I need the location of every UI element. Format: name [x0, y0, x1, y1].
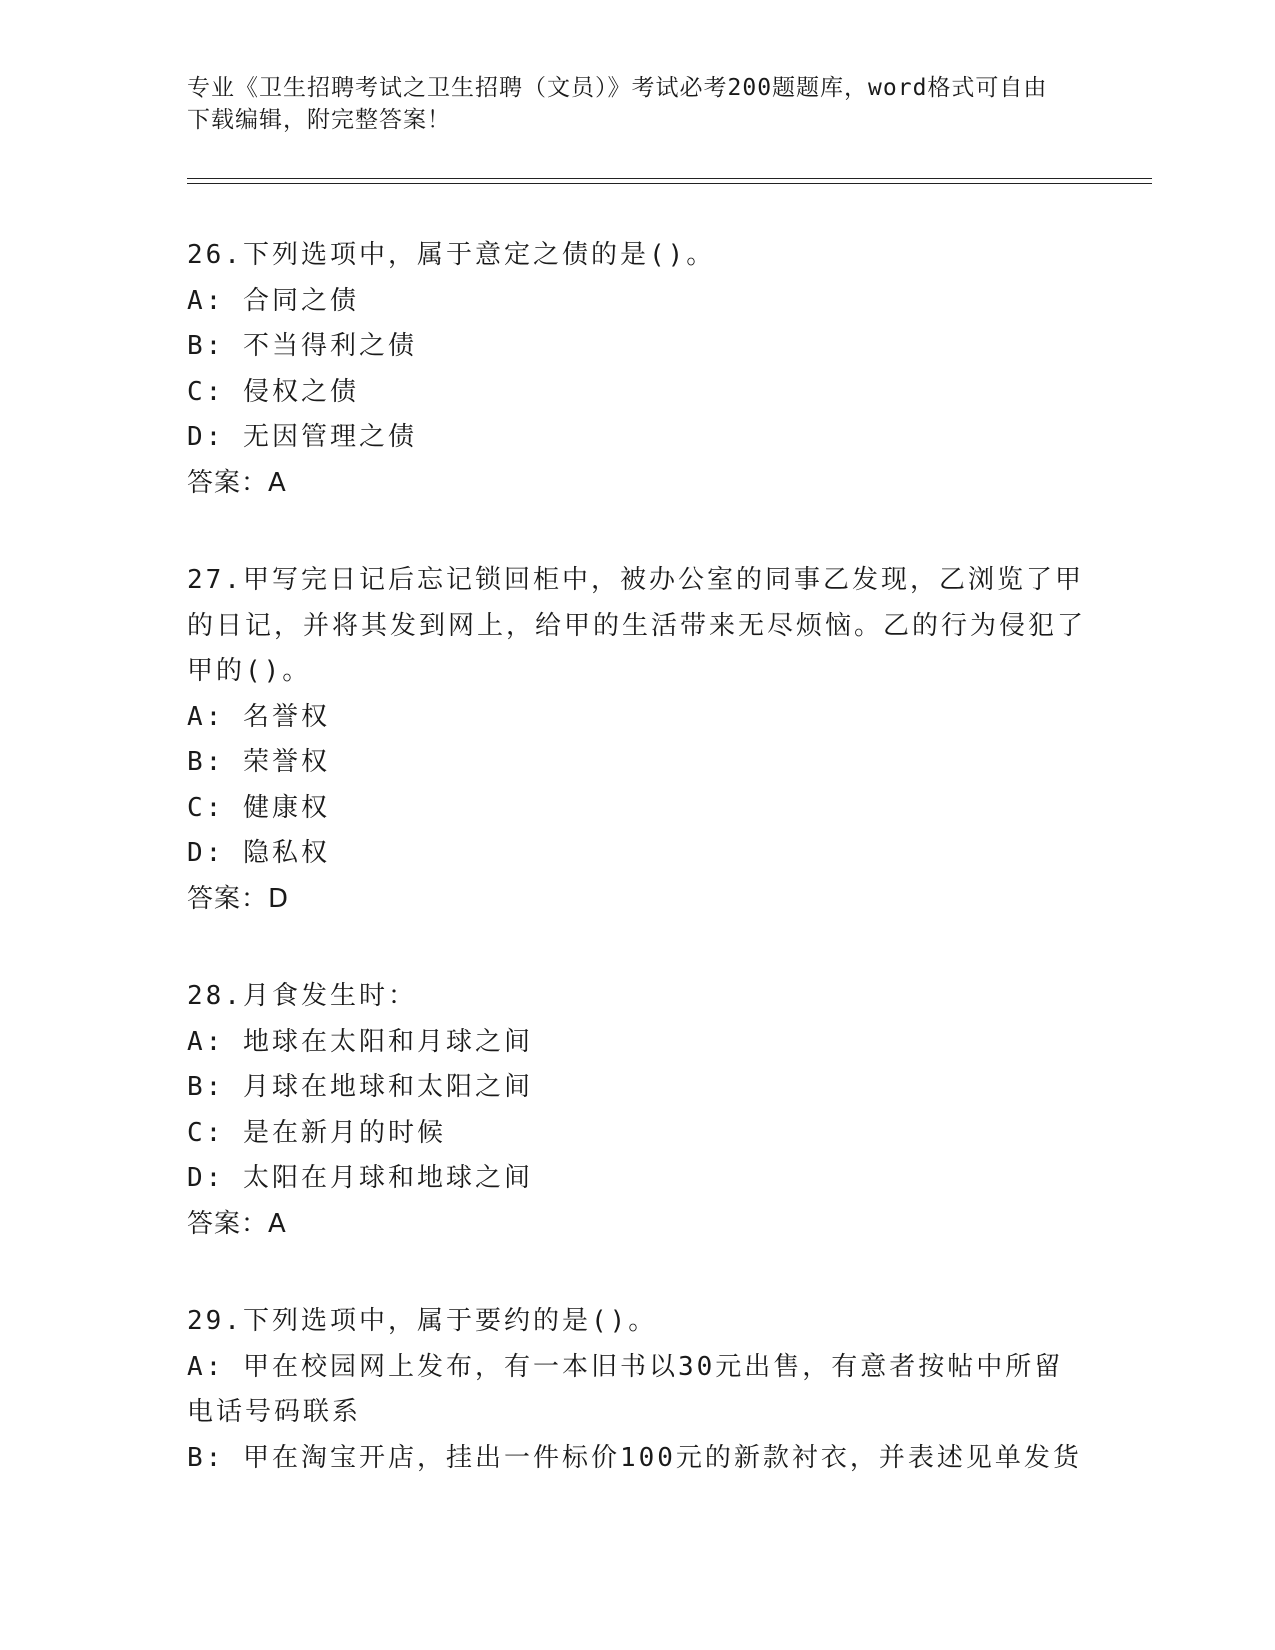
question-stem: 26.下列选项中，属于意定之债的是()。 — [187, 240, 716, 270]
document-header: 专业《卫生招聘考试之卫生招聘（文员）》考试必考200题题库，word格式可自由下载编辑，附完整答案！ — [187, 75, 1048, 133]
option-c: C: 健康权 — [187, 792, 330, 823]
answer-line: 答案：A — [187, 1208, 287, 1239]
option-d: D: 太阳在月球和地球之间 — [187, 1163, 533, 1193]
option-a: A: 甲在校园网上发布，有一本旧书以30元出售，有意者按帖中所留电话号码联系 — [187, 1351, 1064, 1427]
option-a: A: 名誉权 — [187, 701, 330, 732]
option-c: C: 是在新月的时候 — [187, 1117, 446, 1148]
option-b: B: 月球在地球和太阳之间 — [187, 1072, 533, 1102]
question-item — [187, 558, 1087, 922]
option-b: B: 不当得利之债 — [187, 331, 417, 361]
header-divider-bottom — [187, 183, 1152, 184]
question-stem: 27.甲写完日记后忘记锁回柜中，被办公室的同事乙发现，乙浏览了甲的日记，并将其发到网上，给甲的生活带来无尽烦恼。乙的行为侵犯了甲的()。 — [187, 565, 1087, 686]
option-a: A: 地球在太阳和月球之间 — [187, 1026, 533, 1057]
option-c: C: 侵权之债 — [187, 376, 359, 407]
answer-line: 答案：D — [187, 883, 290, 914]
question-item — [187, 233, 1087, 506]
option-d: D: 无因管理之债 — [187, 422, 417, 452]
question-item — [187, 1299, 1087, 1481]
question-item — [187, 974, 1087, 1247]
answer-line: 答案：A — [187, 467, 287, 498]
option-b: B: 荣誉权 — [187, 747, 330, 777]
option-d: D: 隐私权 — [187, 838, 330, 868]
question-stem: 28.月食发生时： — [187, 981, 417, 1011]
question-stem: 29.下列选项中，属于要约的是()。 — [187, 1306, 658, 1336]
header-divider-top — [187, 178, 1152, 179]
option-a: A: 合同之债 — [187, 285, 359, 316]
question-list — [187, 233, 1087, 1533]
option-b: B: 甲在淘宝开店，挂出一件标价100元的新款衬衣，并表述见单发货 — [187, 1442, 1082, 1473]
